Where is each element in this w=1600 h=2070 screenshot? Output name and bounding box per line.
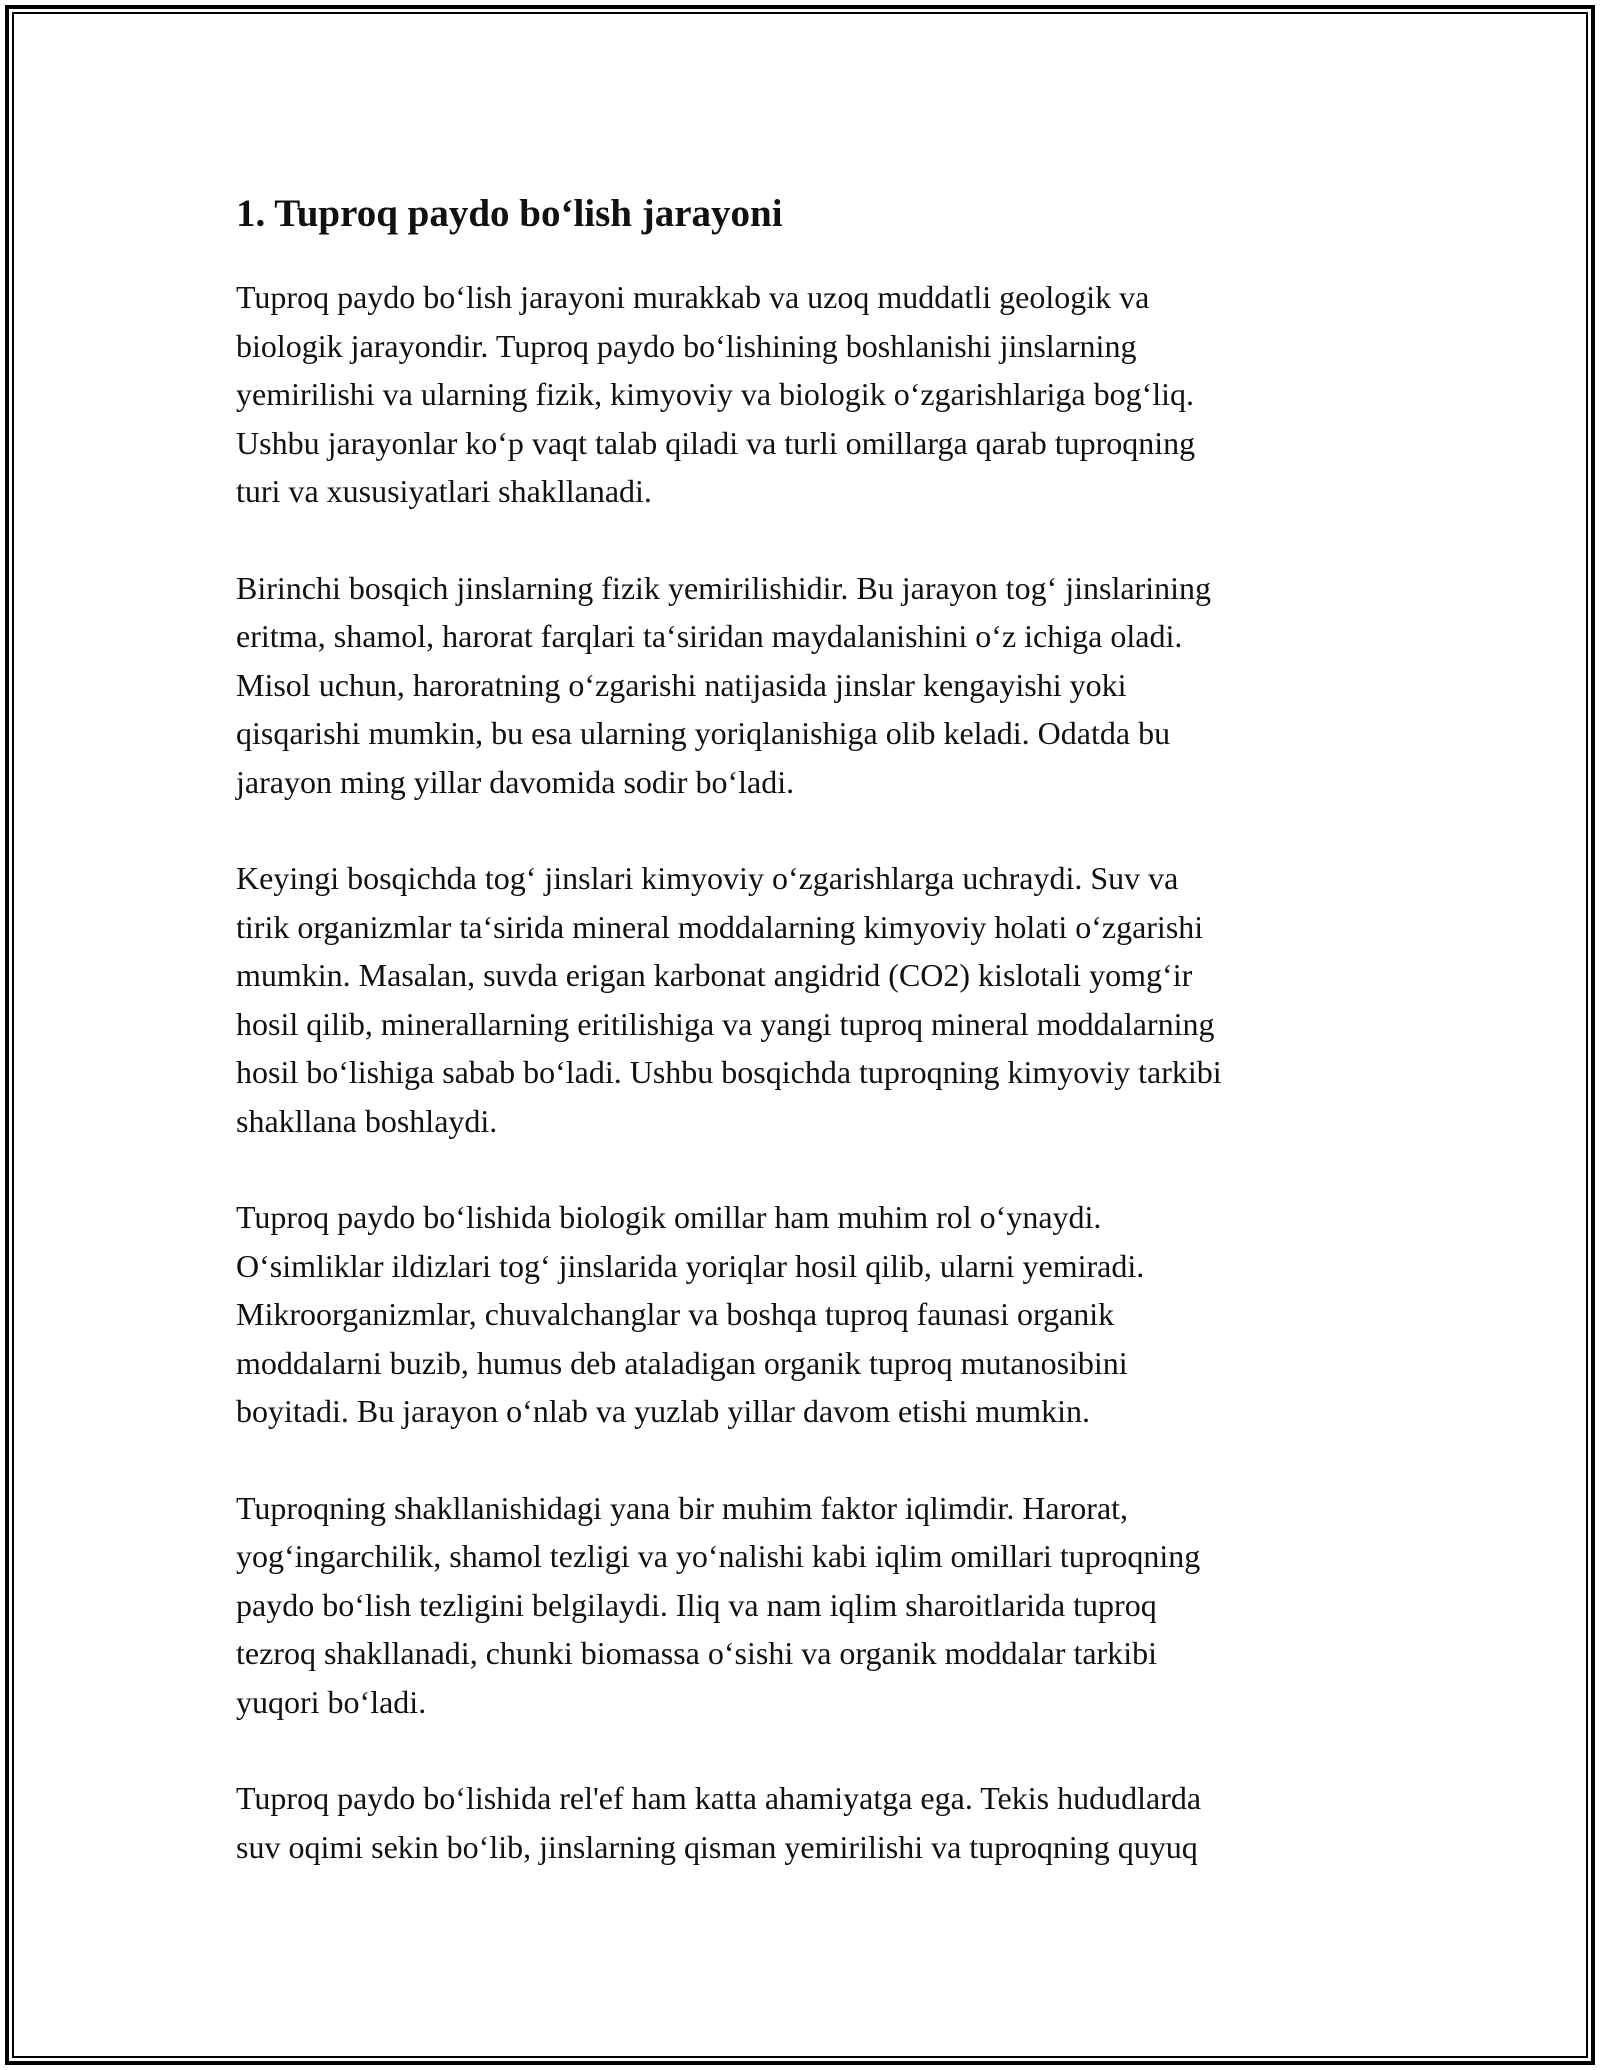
section-heading: 1. Tuproq paydo bo‘lish jarayoni (236, 192, 783, 235)
paragraph-4: Tuproq paydo bo‘lishida biologik omillar ham muhim rol o‘ynaydi. O‘simliklar ildizlari tog‘ jinslarida yoriqlar hosil qilib, ularni yemiradi. Mikroorganizmlar, chuvalchanglar va boshqa tuproq faunasi organik moddalarni buzib, humus deb ataladigan organik tuproq mutanosibini boyitadi. Bu jarayon o‘nlab va yuzlab yillar davom etishi mumkin. (236, 1199, 1145, 1429)
document-body (236, 185, 1376, 1919)
paragraph-2: Birinchi bosqich jinslarning fizik yemirilishidir. Bu jarayon tog‘ jinslarining eritma, shamol, harorat farqlari ta‘siridan maydalanishini o‘z ichiga oladi. Misol uchun, haroratning o‘zgarishi natijasida jinslar kengayishi yoki qisqarishi mumkin, bu esa ularning yoriqlanishiga olib keladi. Odatda bu jarayon ming yillar davomida sodir bo‘ladi. (236, 569, 1211, 800)
paragraph-6: Tuproq paydo bo‘lishida rel'ef ham katta ahamiyatga ega. Tekis hududlarda suv oqimi sekin bo‘lib, jinslarning qisman yemirilishi va tuproqning quyuq (236, 1780, 1202, 1865)
paragraph-1: Tuproq paydo bo‘lish jarayoni murakkab va uzoq muddatli geologik va biologik jarayondir. Tuproq paydo bo‘lishining boshlanishi jinslarning yemirilishi va ularning fizik, kimyoviy va biologik o‘zgarishlariga bog‘liq. Ushbu jarayonlar ko‘p vaqt talab qiladi va turli omillarga qarab tuproqning turi va xususiyatlari shakllanadi. (236, 279, 1196, 509)
paragraph-5: Tuproqning shakllanishidagi yana bir muhim faktor iqlimdir. Harorat, yog‘ingarchilik, shamol tezligi va yo‘nalishi kabi iqlim omillari tuproqning paydo bo‘lish tezligini belgilaydi. Iliq va nam iqlim sharoitlarida tuproq tezroq shakllanadi, chunki biomassa o‘sishi va organik moddalar tarkibi yuqori bo‘ladi. (236, 1489, 1201, 1720)
paragraph-3: Keyingi bosqichda tog‘ jinslari kimyoviy o‘zgarishlarga uchraydi. Suv va tirik organizmlar ta‘sirida mineral moddalarning kimyoviy holati o‘zgarishi mumkin. Masalan, suvda erigan karbonat angidrid (CO2) kislotali yomg‘ir hosil qilib, minerallarning eritilishiga va yangi tuproq mineral moddalarning hosil bo‘lishiga sabab bo‘ladi. Ushbu bosqichda tuproqning kimyoviy tarkibi shakllana boshlaydi. (236, 860, 1222, 1139)
